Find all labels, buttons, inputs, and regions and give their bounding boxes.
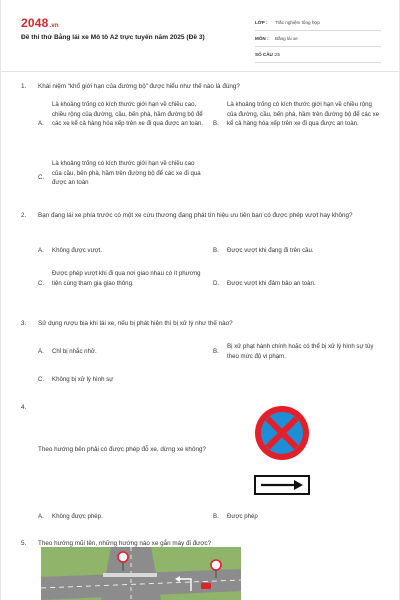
option-text: Là khoảng trống có kích thước giới hạn về chiều rộng của đường, cầu, bến phà, hầm trên đường bộ để các xe kể cả hàng hóa xếp trên xe đi qua được an toàn. — [227, 101, 380, 128]
option-letter: B. — [213, 348, 219, 355]
option-text: Là khoảng trống có kích thước giới hạn về chiều cao, chiều rộng của đường, cầu, bến phà, hầm đường bộ để các xe kể cả hàng hóa xếp trên xe đi qua được an toàn. — [52, 101, 204, 128]
sign-pole — [122, 562, 123, 571]
intersection-illustration — [41, 547, 241, 600]
no-entry-sign-icon — [118, 552, 128, 562]
option-letter: C. — [38, 376, 45, 383]
meta-count-row — [255, 49, 381, 63]
site-logo[interactable]: 2048.vn — [21, 16, 59, 30]
question-text: Sử dụng rượu bia khi lái xe, nếu bị phát hiện thì bị xử lý như thế nào? — [38, 320, 233, 327]
sign-pole — [215, 570, 216, 578]
question-number: 1. — [21, 83, 27, 90]
option-letter: B. — [213, 513, 219, 520]
question-number: 4. — [21, 404, 27, 411]
option-text: Là khoảng trống có kích thước giới hạn về chiều cao của cầu, bến phà, hầm trên đường bộ để các xe đi qua được an toàn — [52, 160, 201, 187]
option-letter: D. — [213, 280, 220, 287]
option-letter: A. — [38, 348, 44, 355]
question-text: Khái niệm “khổ giới hạn của đường bộ” được hiểu như thế nào là đúng? — [38, 83, 240, 90]
meta-value: Trắc nghiệm tổng hợp — [275, 20, 320, 25]
question-text: Theo hướng bên phải có được phép đỗ xe, dừng xe không? — [38, 446, 206, 453]
crosswalk — [103, 573, 157, 577]
option-letter: B. — [213, 120, 219, 127]
option-text: Không được vượt. — [52, 247, 103, 254]
header-divider — [1, 71, 400, 72]
exam-meta — [255, 17, 381, 65]
option-text: Bị xử phạt hành chính hoặc có thể bị xử lý hình sự tùy theo mức độ vi phạm. — [227, 343, 374, 360]
option-text: Được phép — [227, 513, 258, 520]
no-parking-sign-image — [249, 403, 315, 499]
meta-value: Bằng lái xe — [275, 36, 298, 41]
header — [21, 14, 381, 62]
option-text: Chỉ bị nhắc nhở. — [52, 348, 97, 355]
meta-key: LỚP : — [255, 20, 268, 25]
option-letter: C. — [38, 174, 45, 181]
vehicle-icon — [201, 583, 211, 589]
meta-key: MÔN : — [255, 36, 269, 41]
option-letter: A. — [38, 247, 44, 254]
meta-class-row — [255, 17, 381, 31]
meta-subject-row — [255, 33, 381, 47]
question-number: 5. — [21, 540, 27, 547]
question-number: 2. — [21, 212, 27, 219]
question-number: 3. — [21, 320, 27, 327]
question-text: Theo hướng mũi tên, những hướng nào xe gắn máy đi được? — [38, 540, 212, 547]
option-text: Không bị xử lý hình sự — [52, 376, 114, 383]
meta-value: 25 — [275, 52, 281, 57]
question-text: Bạn đang lái xe phía trước có một xe cứu thương đang phát tín hiệu ưu tiên bạn có được phép vượt hay không? — [38, 212, 353, 219]
option-text: Được phép vượt khi đi qua nơi giao nhau có ít phương tiện cùng tham gia giao thông. — [52, 270, 201, 287]
option-letter: C. — [38, 280, 45, 287]
option-letter: A. — [38, 120, 44, 127]
option-text: Không được phép. — [52, 513, 103, 520]
option-text: Được vượt khi đang đi trên cầu. — [227, 247, 314, 254]
option-text: Được vượt khi đảm bảo an toàn. — [227, 280, 316, 287]
exam-title: Đề thi thử Bằng lái xe Mô tô A2 trực tuyến năm 2025 (Đề 3) — [21, 34, 205, 41]
meta-key: SỐ CÂU : — [255, 52, 276, 57]
option-letter: B. — [213, 247, 219, 254]
prohibition-sign-icon — [211, 560, 221, 570]
option-letter: A. — [38, 513, 44, 520]
